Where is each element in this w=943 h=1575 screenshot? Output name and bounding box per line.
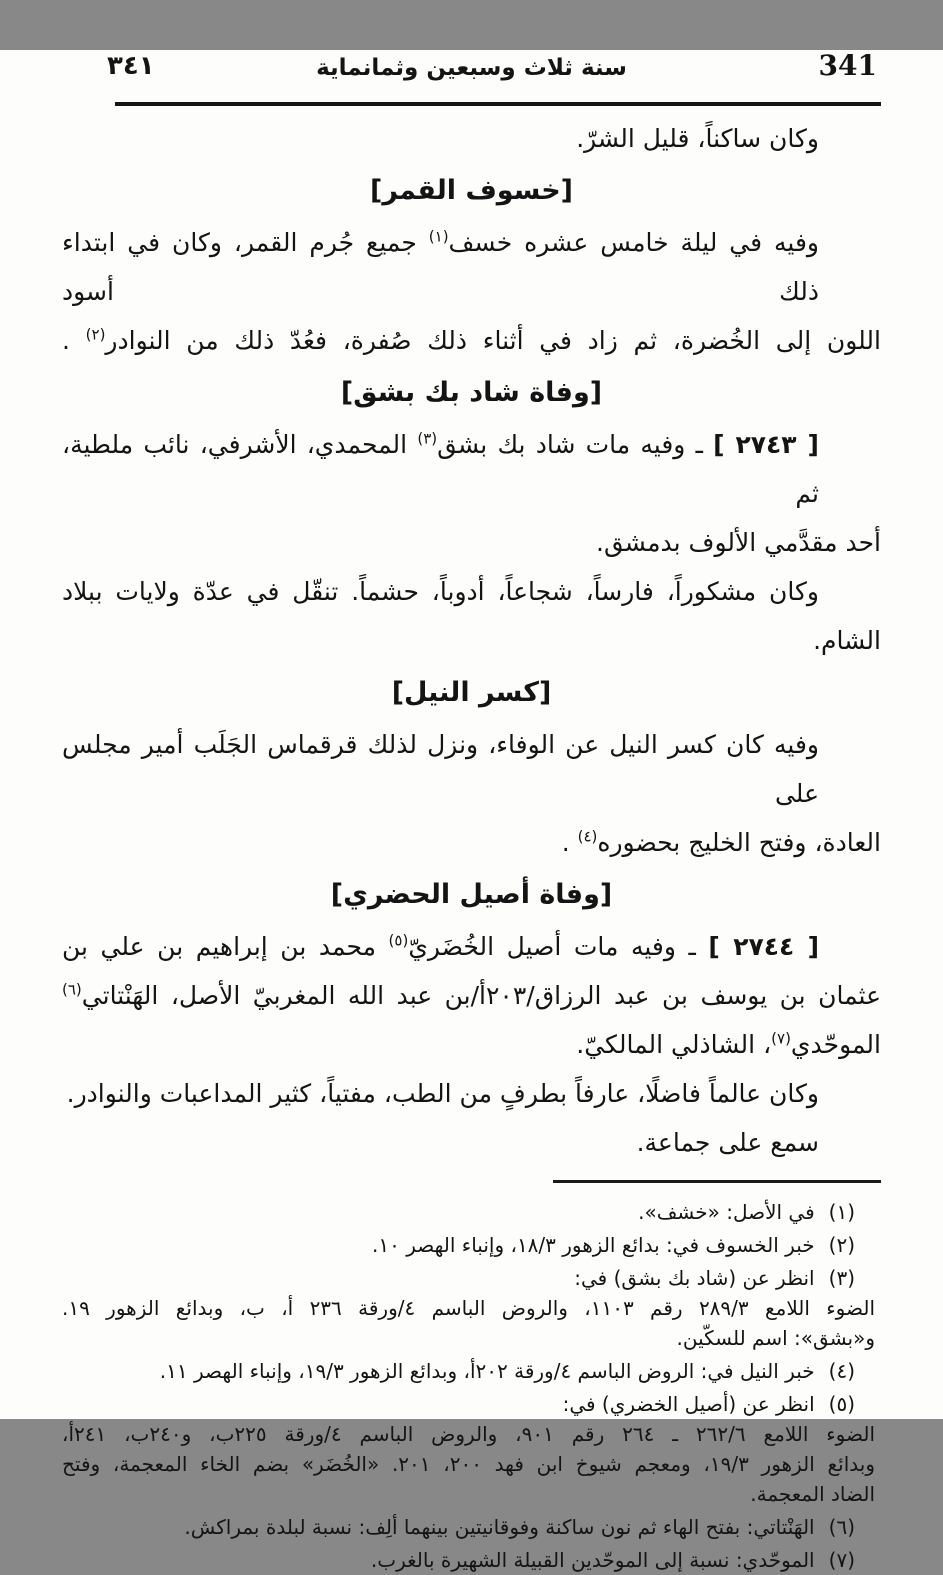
footnote-item — [62, 1197, 881, 1227]
paragraph-line: الموحّدي$^{(٧)}$، الشاذلي المالكيّ. — [576, 1029, 881, 1059]
page-number-latin: 341 — [818, 49, 877, 82]
footnote-line: (٢)خبر الخسوف في: بدائع الزهور ١٨/٣، وإنباء الهصر ١٠. — [62, 1230, 881, 1260]
footnote-line: (٦)الهَنْتاتي: بفتح الهاء ثم نون ساكنة وفوقانيتين بينهما ألِف: نسبة لبلدة بمراكش. — [62, 1512, 881, 1542]
page-number-arabic: ٣٤١ — [107, 51, 155, 81]
footnote-item — [62, 1512, 881, 1542]
section-heading: [وفاة شاد بك بشق] — [340, 377, 603, 408]
footnote-marker: (١) — [828, 1200, 855, 1224]
footnote-ref: (٢) — [85, 325, 106, 344]
footnote-item — [62, 1263, 881, 1353]
footnote-line: الضاد المعجمة. — [750, 1482, 875, 1506]
paragraph-line: العادة، وفتح الخليج بحضوره$^{(٤)}$ . — [561, 827, 881, 857]
footnote-line: وبدائع الزهور ١٩/٣، ومعجم شيوخ ابن فهد ٢٠٠، ٢٠١. «الخُضَر» بضم الخاء المعجمة، وفتح — [62, 1452, 875, 1476]
footnote-ref: (٥) — [388, 931, 409, 950]
footnote-marker: (٧) — [828, 1548, 855, 1572]
footnote-marker: (٢) — [828, 1233, 855, 1257]
section-heading: [كسر النيل] — [391, 677, 552, 708]
page-title: سنة ثلاث وسبعين وثمانماية — [316, 55, 627, 81]
footnote-ref: (٦) — [62, 980, 82, 999]
footnote-line: (٥)انظر عن (أصيل الخضري) في: — [62, 1389, 881, 1419]
paragraph-line: اللون إلى الخُضرة، ثم زاد في أثناء ذلك صُفرة، فعُدّ ذلك من النوادر$^{(٢)}$ . — [62, 325, 881, 355]
paragraph-line: سمع على جماعة. — [636, 1128, 819, 1157]
footnote-ref: (٧) — [771, 1029, 791, 1048]
entry-number: [ ٢٧٤٣ ] — [713, 430, 819, 459]
footnote-line: (٤)خبر النيل في: الروض الباسم ٤/ورقة ٢٠٢أ، وبدائع الزهور ١٩/٣، وإنباء الهصر ١١. — [62, 1356, 881, 1386]
footnote-ref: (٣) — [417, 429, 438, 448]
footnote-item — [62, 1356, 881, 1386]
footnote-separator — [553, 1180, 881, 1183]
paragraph-line: وكان ساكناً، قليل الشرّ. — [576, 124, 819, 153]
footnote-ref: (١) — [428, 227, 449, 246]
footnote-item — [62, 1545, 881, 1575]
paragraph-line: عثمان بن يوسف بن عبد الرزاق/٢٠٣أ/بن عبد الله المغربيّ الأصل، الهَنْتاتي$^{(٦)}$ — [62, 980, 881, 1010]
footnotes — [62, 1197, 881, 1575]
paragraph-line: [ ٢٧٤٤ ] ـ وفيه مات أصيل الخُضَريّ$^{(٥)}$ محمد بن إبراهيم بن علي بن — [62, 931, 819, 961]
entry-number: [ ٢٧٤٤ ] — [708, 932, 819, 961]
footnote-item — [62, 1230, 881, 1260]
footnote-item — [62, 1389, 881, 1509]
footnote-line: الضوء اللامع ٢٦٢/٦ ـ ٢٦٤ رقم ٩٠١، والروض الباسم ٤/ورقة ٢٢٥ب، و٢٤٠ب، ٢٤١أ، — [62, 1422, 875, 1446]
section-heading: [خسوف القمر] — [369, 175, 574, 206]
paragraph-line: [ ٢٧٤٣ ] ـ وفيه مات شاد بك بشق$^{(٣)}$ المحمدي، الأشرفي، نائب ملطية، ثم — [62, 429, 819, 508]
paragraph-line: وفيه في ليلة خامس عشره خسف$^{(١)}$ جميع جُرم القمر، وكان في ابتداء ذلك أسود — [62, 227, 820, 306]
section-heading: [وفاة أصيل الحضري] — [330, 879, 613, 910]
footnote-marker: (٣) — [828, 1266, 855, 1290]
footnote-line: و«بشق»: اسم للسكّين. — [676, 1326, 875, 1350]
paragraph-line: الشام. — [813, 626, 881, 655]
footnote-line: (٧)الموحّدي: نسبة إلى الموحّدين القبيلة الشهيرة بالغرب. — [62, 1545, 881, 1575]
footnote-marker: (٥) — [828, 1392, 855, 1416]
footnote-line: (٣)انظر عن (شاد بك بشق) في: — [62, 1263, 881, 1293]
footnote-line: (١)في الأصل: «خشف». — [62, 1197, 881, 1227]
paragraph-line: وكان عالماً فاضلًا، عارفاً بطرفٍ من الطب، مفتياً، كثير المداعبات والنوادر. — [66, 1079, 819, 1108]
book-page — [0, 49, 943, 1572]
footnote-marker: (٦) — [828, 1515, 855, 1539]
paragraph-line: وكان مشكوراً، فارساً، شجاعاً، أدوباً، حشماً. تنقّل في عدّة ولايات ببلاد — [62, 577, 819, 606]
header-rule — [115, 102, 881, 106]
footnote-marker: (٤) — [828, 1359, 855, 1383]
paragraph-line: أحد مقدَّمي الألوف بدمشق. — [596, 528, 881, 557]
footnote-ref: (٤) — [577, 827, 598, 846]
body-text — [62, 114, 881, 1167]
page-header — [62, 50, 881, 88]
paragraph-line: وفيه كان كسر النيل عن الوفاء، ونزل لذلك قرقماس الجَلَب أمير مجلس على — [62, 730, 819, 808]
footnote-line: الضوء اللامع ٢٨٩/٣ رقم ١١٠٣، والروض الباسم ٤/ورقة ٢٣٦ أ، ب، وبدائع الزهور ١٩. — [62, 1296, 876, 1320]
